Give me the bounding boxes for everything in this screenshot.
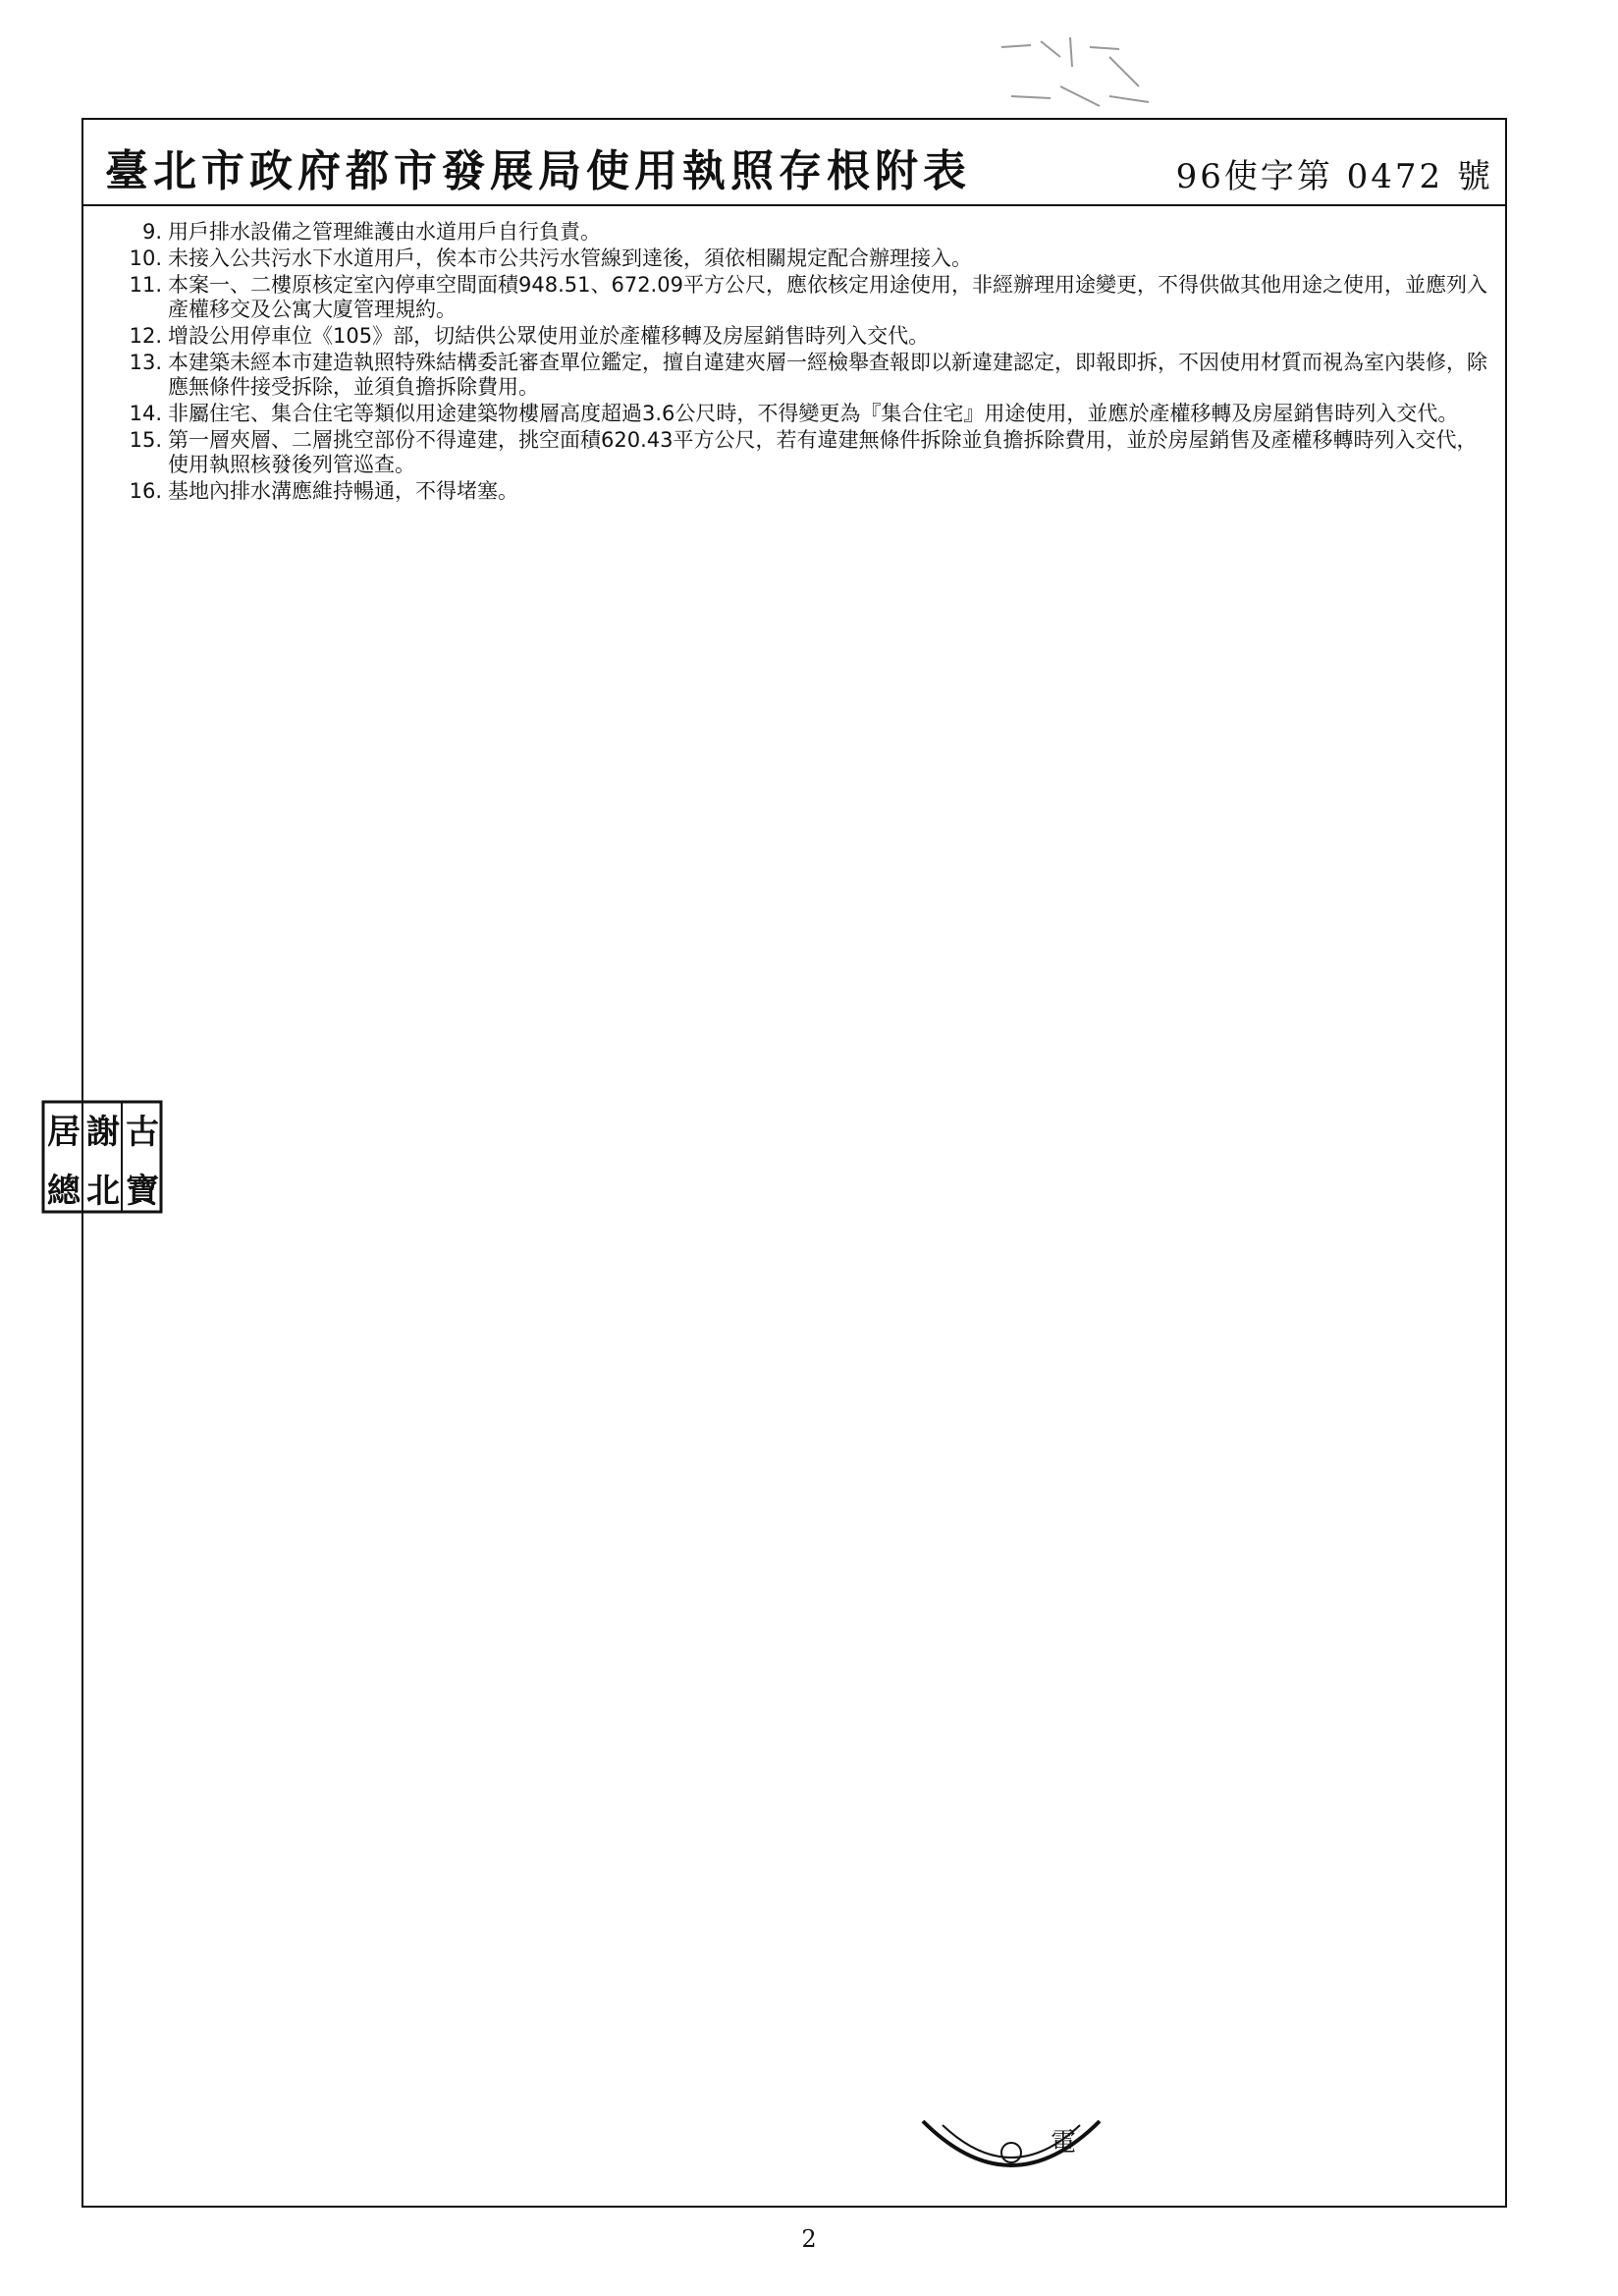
item-text: 增設公用停車位《105》部，切結供公眾使用並於產權移轉及房屋銷售時列入交代。: [168, 324, 930, 348]
item-number: 16.: [129, 479, 162, 503]
svg-text:古: 古: [126, 1113, 159, 1152]
document-title: 臺北市政府都市發展局使用執照存根附表: [105, 146, 971, 196]
item-text: 未接入公共污水下水道用戶，俟本市公共污水管線到達後，須依相關規定配合辦理接入。: [168, 246, 972, 270]
svg-text:居: 居: [47, 1113, 81, 1152]
list-item: [123, 351, 1497, 400]
item-number: 15.: [129, 428, 162, 452]
item-number: 10.: [129, 246, 162, 270]
item-text: 本建築未經本市建造執照特殊結構委託審查單位鑑定，擅自違建夾層一經檢舉查報即以新違建認定，即報即拆，不因使用材質而視為室內裝修，除應無條件接受拆除，並須負擔拆除費用。: [168, 351, 1487, 399]
list-item: [123, 428, 1497, 477]
item-number: 12.: [129, 324, 162, 348]
list-item: [123, 246, 1497, 271]
bottom-seal-icon: [913, 2102, 1109, 2190]
list-item: [123, 273, 1497, 322]
svg-text:總: 總: [47, 1172, 81, 1211]
document-header: [83, 120, 1505, 206]
permit-number: 96使字第 0472 號: [1175, 157, 1493, 196]
conditions-list: [123, 220, 1497, 506]
item-number: 13.: [129, 351, 162, 374]
item-number: 14.: [129, 402, 162, 425]
item-number: 9.: [141, 220, 162, 244]
item-text: 非屬住宅、集合住宅等類似用途建築物樓層高度超過3.6公尺時，不得變更為『集合住宅』用途使用，並應於產權移轉及房屋銷售時列入交代。: [168, 402, 1459, 425]
document-frame: [81, 118, 1507, 2208]
list-item: [123, 220, 1497, 245]
item-text: 用戶排水設備之管理維護由水道用戶自行負責。: [168, 220, 601, 244]
svg-text:謝: 謝: [86, 1113, 120, 1152]
svg-text:電: 電: [1051, 2128, 1077, 2158]
list-item: [123, 479, 1497, 504]
svg-text:寶: 寶: [126, 1172, 159, 1211]
svg-text:北: 北: [86, 1172, 120, 1211]
list-item: [123, 402, 1497, 426]
page-number: 2: [801, 2225, 817, 2253]
list-item: [123, 324, 1497, 349]
official-seal-icon: [39, 1098, 165, 1216]
item-number: 11.: [129, 273, 162, 297]
item-text: 本案一、二樓原核定室內停車空間面積948.51、672.09平方公尺，應依核定用途使用，非經辦理用途變更，不得供做其他用途之使用，並應列入產權移交及公寓大廈管理規約。: [168, 273, 1487, 321]
item-text: 第一層夾層、二層挑空部份不得違建，挑空面積620.43平方公尺，若有違建無條件拆除並負擔拆除費用，並於房屋銷售及產權移轉時列入交代，使用執照核發後列管巡查。: [168, 428, 1478, 476]
faded-stamp-icon: [992, 27, 1159, 121]
item-text: 基地內排水溝應維持暢通，不得堵塞。: [168, 479, 518, 503]
